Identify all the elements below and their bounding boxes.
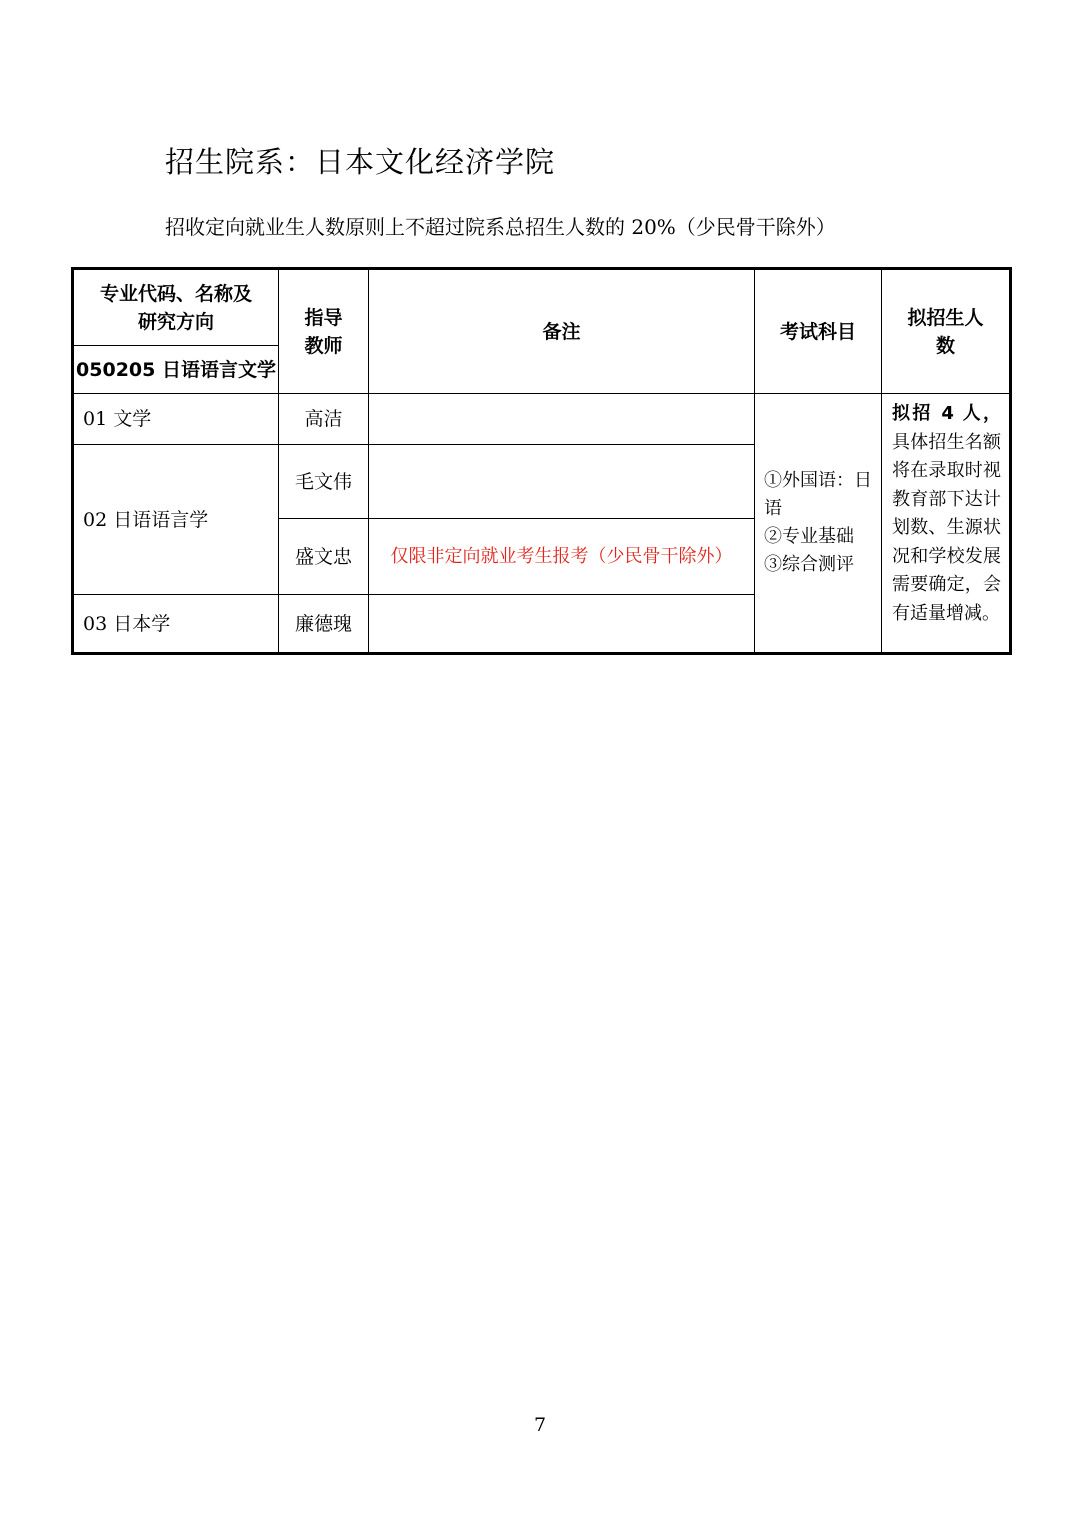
- advisor-name: 盛文忠: [279, 519, 369, 595]
- remark-cell: 仅限非定向就业考生报考（少民骨干除外）: [369, 519, 755, 595]
- research-direction: 02 日语语言学: [73, 445, 279, 595]
- header-remarks: 备注: [369, 269, 755, 394]
- remark-cell: [369, 445, 755, 519]
- major-name: 050205 日语语言文学: [73, 346, 279, 394]
- header-exam-subjects: 考试科目: [755, 269, 882, 394]
- header-planned-enrollment: 拟招生人数: [882, 269, 1011, 394]
- research-direction: 01 文学: [73, 394, 279, 445]
- exam-subjects: [755, 394, 882, 654]
- advisor-name: 毛文伟: [279, 445, 369, 519]
- remark-cell: [369, 595, 755, 654]
- quota-description: 具体招生名额将在录取时视教育部下达计划数、生源状况和学校发展需要确定，会有适量增减。: [892, 431, 1001, 624]
- enrollment-table: [71, 267, 1012, 655]
- planned-enrollment-text: [882, 394, 1011, 654]
- advisor-name: 高洁: [279, 394, 369, 445]
- exam-subject-item: ③综合测评: [764, 554, 854, 575]
- page-number: 7: [533, 1414, 547, 1436]
- research-direction: 03 日本学: [73, 595, 279, 654]
- department-title: 招生院系：日本文化经济学院: [165, 145, 556, 179]
- header-major-code-name: 专业代码、名称及研究方向: [73, 269, 279, 346]
- advisor-name: 廉德瑰: [279, 595, 369, 654]
- quota-number: 拟招 4 人，: [892, 403, 1001, 424]
- header-advisor: 指导教师: [279, 269, 369, 394]
- exam-subject-item: ①外国语：日语: [764, 470, 872, 519]
- exam-subject-item: ②专业基础: [764, 526, 854, 547]
- admission-note: 招收定向就业生人数原则上不超过院系总招生人数的 20%（少民骨干除外）: [165, 215, 836, 239]
- remark-cell: [369, 394, 755, 445]
